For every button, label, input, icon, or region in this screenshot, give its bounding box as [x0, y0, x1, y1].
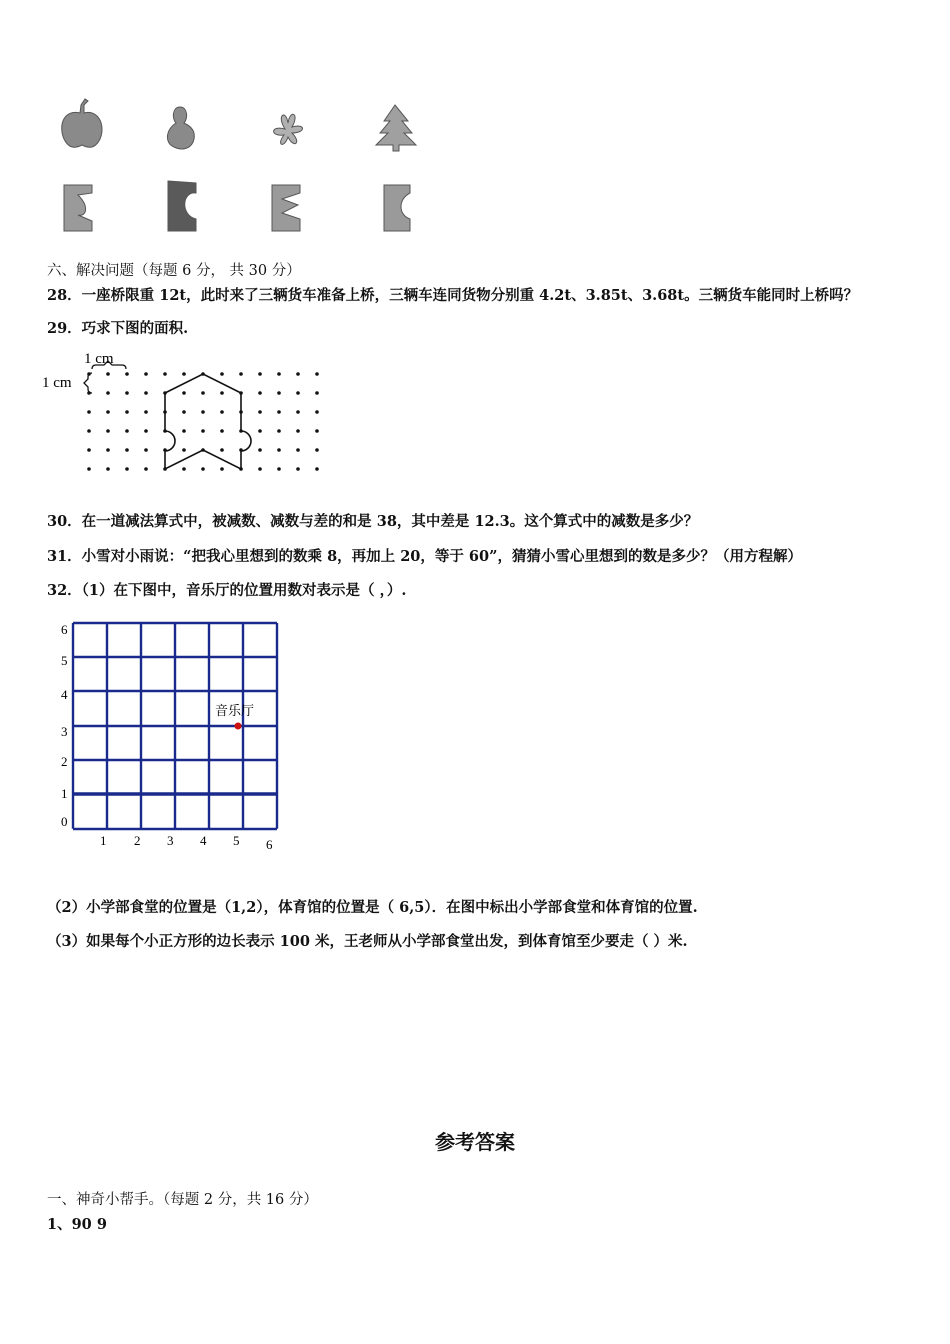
- grid-dot: [144, 391, 148, 395]
- grid-dot: [182, 467, 186, 471]
- answer-1: 1、90 9: [47, 1216, 107, 1233]
- grid-dot: [87, 410, 91, 414]
- y-axis-label: 2: [61, 754, 68, 769]
- y-axis-label: 3: [61, 724, 68, 739]
- fold-cut-shapes-figure: [50, 95, 430, 240]
- grid-dot: [220, 467, 224, 471]
- grid-dot: [106, 410, 110, 414]
- grid-dot: [106, 467, 110, 471]
- grid-dot: [315, 429, 319, 433]
- grid-lines: [73, 623, 277, 829]
- grid-dot: [315, 391, 319, 395]
- grid-dot: [258, 448, 262, 452]
- grid-dot: [201, 391, 205, 395]
- grid-dot: [277, 391, 281, 395]
- question-31: 31．小雪对小雨说：“把我心里想到的数乘 8，再加上 20，等于 60”，猜猜小雪心里想到的数是多少？（用方程解）: [47, 548, 802, 565]
- left-brace: [84, 373, 92, 393]
- question-29: 29．巧求下图的面积.: [47, 320, 189, 337]
- grid-dot: [220, 448, 224, 452]
- grid-dot: [277, 372, 281, 376]
- grid-dot: [220, 410, 224, 414]
- y-axis-label: 0: [61, 814, 68, 829]
- grid-dot: [315, 467, 319, 471]
- grid-dot: [277, 467, 281, 471]
- grid-dot: [106, 372, 110, 376]
- cut-e-shape-3: [272, 185, 300, 231]
- answers-title: 参考答案: [435, 1130, 515, 1154]
- question-32-part-2: （2）小学部食堂的位置是（1,2），体育馆的位置是（ 6,5）．在图中标出小学部食堂和体育馆的位置.: [47, 899, 698, 916]
- grid-dot: [201, 410, 205, 414]
- grid-dot: [239, 372, 243, 376]
- grid-dot: [277, 410, 281, 414]
- x-axis-label: 1: [100, 833, 107, 848]
- grid-dot: [296, 448, 300, 452]
- grid-dot: [296, 372, 300, 376]
- y-axis-label: 5: [61, 653, 68, 668]
- grid-dot: [296, 391, 300, 395]
- x-axis-labels: [100, 833, 273, 852]
- coordinate-grid-figure: [55, 615, 285, 860]
- grid-dot: [106, 429, 110, 433]
- x-axis-label: 5: [233, 833, 240, 848]
- grid-dot: [220, 372, 224, 376]
- grid-dot: [125, 448, 129, 452]
- cut-e-shape-4: [384, 185, 410, 231]
- grid-dot: [296, 429, 300, 433]
- tree-shape: [376, 105, 416, 151]
- grid-dots: [87, 372, 319, 471]
- question-32-part-1: 32．（1）在下图中，音乐厅的位置用数对表示是（ ，）.: [47, 582, 407, 599]
- grid-dot: [277, 429, 281, 433]
- grid-dot: [201, 429, 205, 433]
- grid-dot: [125, 391, 129, 395]
- x-axis-label: 6: [266, 837, 273, 852]
- grid-dot: [87, 429, 91, 433]
- apple-shape: [62, 99, 102, 147]
- grid-dot: [87, 372, 91, 376]
- grid-dot: [163, 372, 167, 376]
- y-axis-label: 4: [61, 687, 68, 702]
- grid-dot: [258, 429, 262, 433]
- grid-dot: [144, 448, 148, 452]
- grid-dot: [315, 372, 319, 376]
- music-hall-point: [235, 723, 242, 730]
- unit-label-top: 1 cm: [84, 351, 114, 367]
- grid-dot: [87, 391, 91, 395]
- question-30: 30．在一道减法算式中，被减数、减数与差的和是 38，其中差是 12.3。这个算式中的减数是多少？: [47, 513, 699, 530]
- grid-dot: [201, 467, 205, 471]
- grid-dot: [106, 448, 110, 452]
- cut-e-shape-1: [64, 185, 92, 231]
- grid-dot: [258, 467, 262, 471]
- grid-dot: [87, 467, 91, 471]
- area-dot-grid-figure: [40, 345, 340, 480]
- grid-dot: [315, 448, 319, 452]
- grid-dot: [182, 391, 186, 395]
- section-6-heading: 六、解决问题（每题 6 分， 共 30 分）: [47, 263, 301, 279]
- puzzle-shape-outline: [165, 374, 251, 469]
- answers-section-1: 一、神奇小帮手。（每题 2 分，共 16 分）: [47, 1192, 318, 1208]
- grid-dot: [125, 429, 129, 433]
- grid-dot: [144, 372, 148, 376]
- y-axis-label: 6: [61, 622, 68, 637]
- grid-dot: [182, 429, 186, 433]
- y-axis-label: 1: [61, 786, 68, 801]
- grid-dot: [144, 467, 148, 471]
- grid-dot: [258, 372, 262, 376]
- grid-dot: [182, 448, 186, 452]
- x-axis-label: 3: [167, 833, 174, 848]
- unit-label-left: 1 cm: [42, 375, 72, 391]
- grid-dot: [87, 448, 91, 452]
- question-32-part-3: （3）如果每个小正方形的边长表示 100 米，王老师从小学部食堂出发，到体育馆至少要走（ ）米.: [47, 933, 688, 950]
- grid-dot: [277, 448, 281, 452]
- grid-dot: [144, 429, 148, 433]
- grid-dot: [315, 410, 319, 414]
- grid-dot: [258, 410, 262, 414]
- grid-dot: [125, 410, 129, 414]
- grid-dot: [106, 391, 110, 395]
- question-28: 28．一座桥限重 12t，此时来了三辆货车准备上桥，三辆车连同货物分别重 4.2t、3.85t、3.68t。三辆货车能同时上桥吗？: [47, 287, 859, 304]
- flower-shape: [274, 114, 303, 144]
- grid-dot: [296, 410, 300, 414]
- x-axis-label: 4: [200, 833, 207, 848]
- grid-dot: [182, 410, 186, 414]
- gourd-shape: [167, 107, 194, 149]
- grid-dot: [296, 467, 300, 471]
- grid-dot: [182, 372, 186, 376]
- x-axis-label: 2: [134, 833, 141, 848]
- grid-dot: [220, 429, 224, 433]
- cut-e-shape-2: [168, 181, 196, 231]
- grid-dot: [125, 372, 129, 376]
- grid-dot: [258, 391, 262, 395]
- grid-dot: [144, 410, 148, 414]
- grid-dot: [125, 467, 129, 471]
- grid-dot: [220, 391, 224, 395]
- music-hall-label: 音乐厅: [215, 703, 255, 718]
- y-axis-labels: [61, 622, 68, 829]
